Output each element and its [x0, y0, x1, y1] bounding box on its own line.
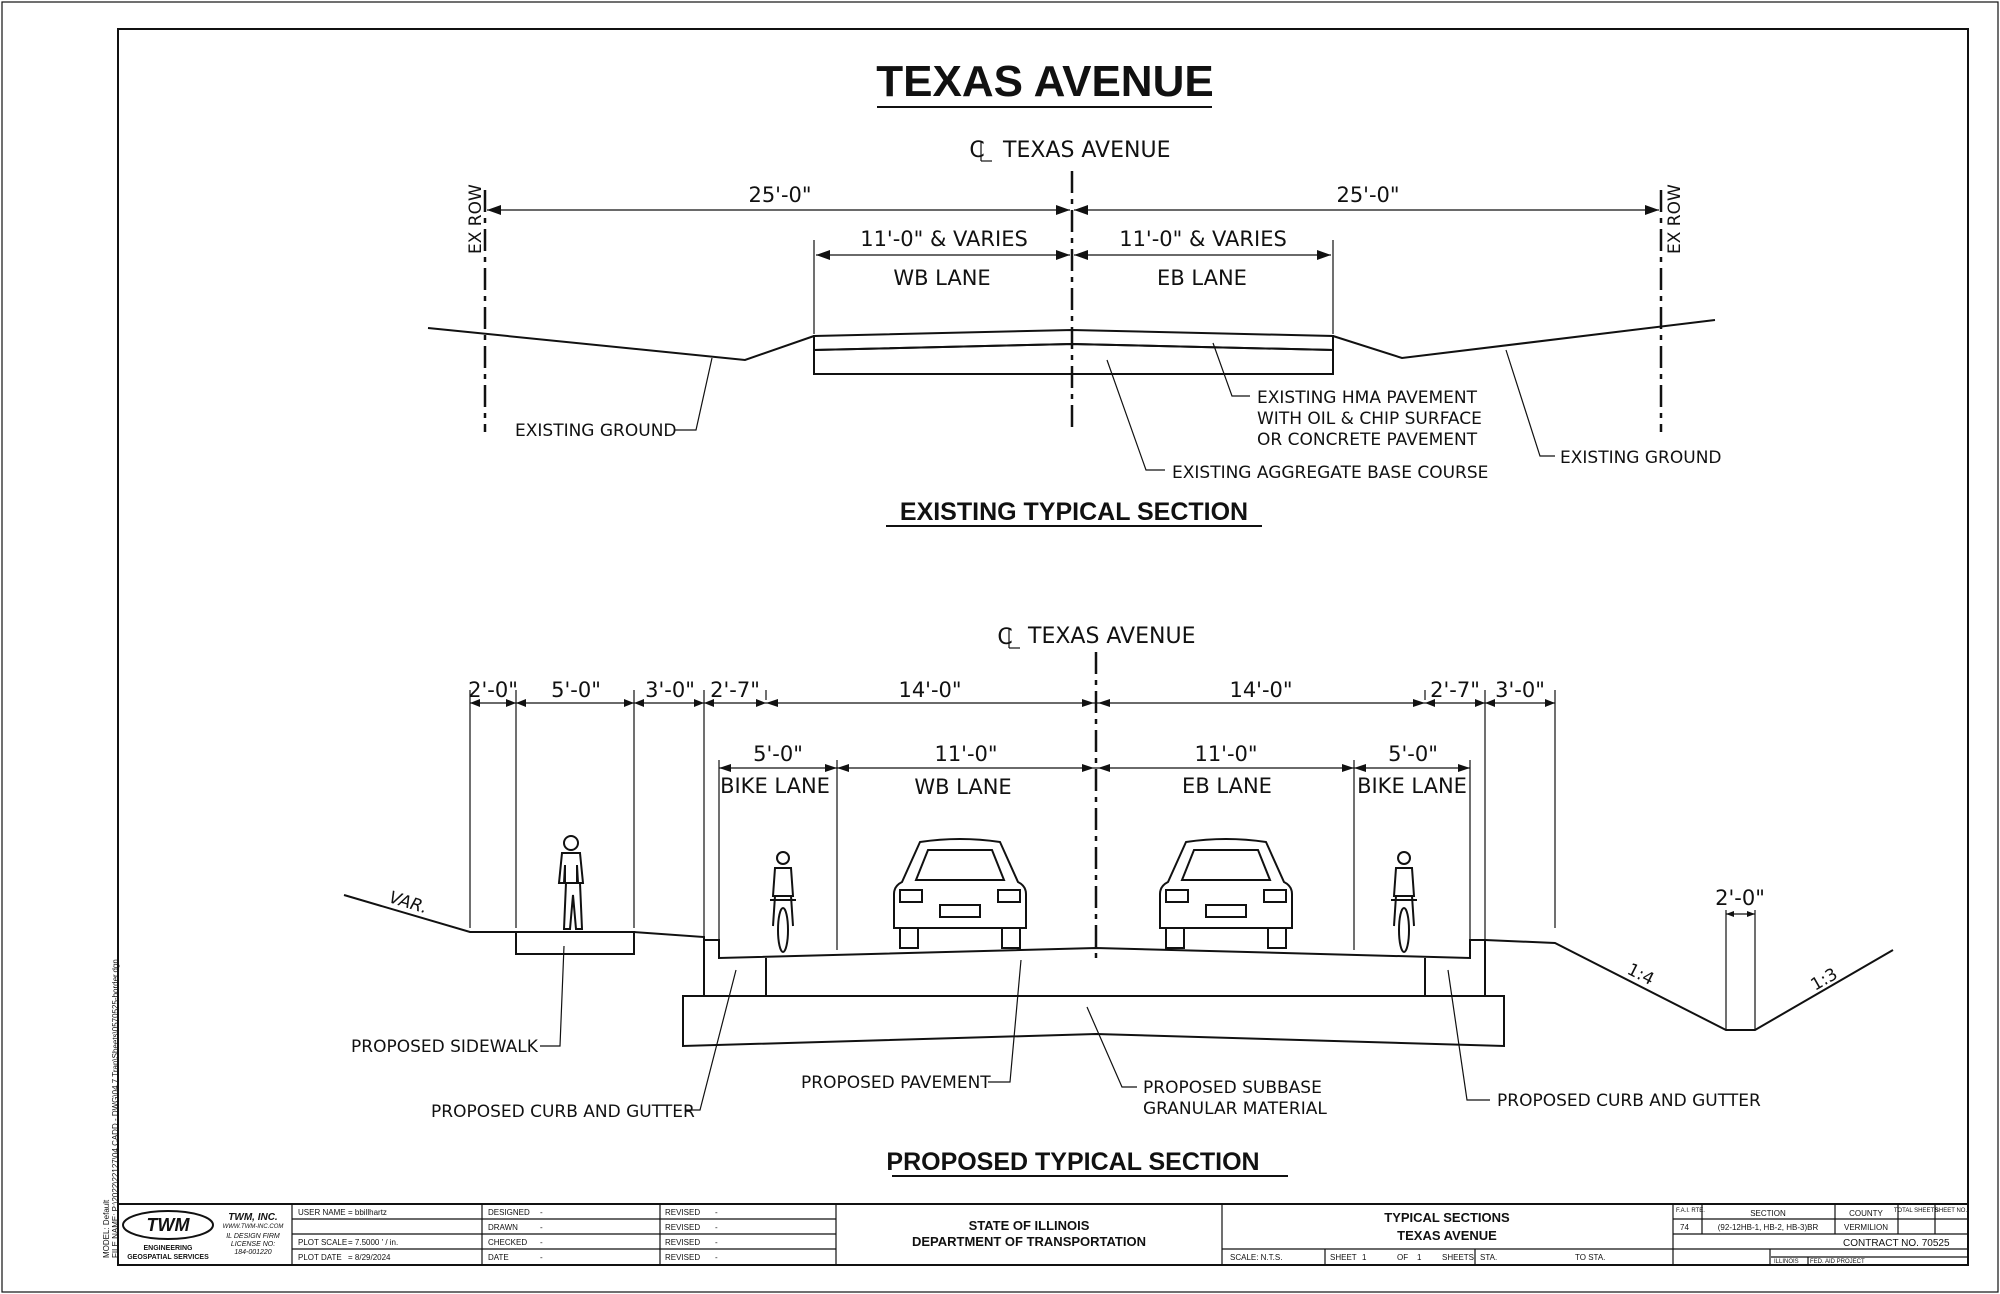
lane-bike-left: BIKE LANE: [720, 774, 830, 798]
checked-value: -: [540, 1238, 543, 1247]
callout-existing-ground-right: EXISTING GROUND: [1560, 448, 1722, 468]
existing-wb-lane: WB LANE: [893, 266, 991, 290]
plot-date-label: PLOT DATE: [298, 1253, 342, 1262]
callout-curb-left: PROPOSED CURB AND GUTTER: [431, 1102, 695, 1122]
callout-aggregate-base: EXISTING AGGREGATE BASE COURSE: [1172, 463, 1489, 483]
callout-subbase-1: PROPOSED SUBBASE: [1143, 1078, 1322, 1098]
to-sta-label: TO STA.: [1575, 1253, 1606, 1262]
agency-line-1: STATE OF ILLINOIS: [968, 1218, 1090, 1233]
car-wb: [894, 839, 1026, 948]
sheet-label: SHEET: [1330, 1253, 1357, 1262]
lane-eb: EB LANE: [1182, 774, 1272, 798]
dim-lane-1: 5'-0": [753, 742, 803, 766]
centerline-symbol-proposed: [997, 625, 1020, 650]
county-header: COUNTY: [1849, 1209, 1883, 1218]
existing-centerline-label: TEXAS AVENUE: [1003, 138, 1171, 163]
revised-label-4: REVISED: [665, 1253, 701, 1262]
existing-eb-lane: EB LANE: [1157, 266, 1247, 290]
firm-lic-1: IL DESIGN FIRM: [226, 1233, 280, 1240]
firm-web: WWW.TWM-INC.COM: [222, 1224, 284, 1230]
callout-sidewalk: PROPOSED SIDEWALK: [351, 1037, 538, 1057]
existing-aggregate-base: [814, 344, 1333, 374]
firm-name: TWM, INC.: [228, 1212, 278, 1223]
cyclist-left: [770, 852, 796, 952]
plot-scale: = 7.5000 ' / in.: [348, 1238, 399, 1247]
revised-value-1: -: [715, 1208, 718, 1217]
dim-top-5: 14'-0": [898, 678, 962, 702]
leader-pavement: [988, 960, 1021, 1082]
of-number: 1: [1417, 1253, 1422, 1262]
pedestrian-figure: [559, 836, 583, 929]
plot-date: = 8/29/2024: [348, 1253, 391, 1262]
sheet-no-header: SHEET NO.: [1934, 1208, 1968, 1214]
dim-top-3: 3'-0": [645, 678, 695, 702]
existing-pavement: [814, 330, 1333, 350]
drawn-label: DRAWN: [488, 1223, 518, 1232]
dim-lane-4: 5'-0": [1388, 742, 1438, 766]
leader-curb-right: [1448, 970, 1490, 1100]
revised-value-4: -: [715, 1253, 718, 1262]
lane-bike-right: BIKE LANE: [1357, 774, 1467, 798]
proposed-extension-lines: [470, 690, 1555, 950]
drawn-value: -: [540, 1223, 543, 1232]
proposed-section: [344, 624, 1893, 1176]
sheet-title-2: TEXAS AVENUE: [1397, 1228, 1497, 1243]
proposed-section-title: PROPOSED TYPICAL SECTION: [886, 1148, 1260, 1176]
leader-ground-left: [674, 358, 712, 430]
contract-number: CONTRACT NO. 70525: [1843, 1238, 1950, 1249]
car-eb: [1160, 839, 1292, 948]
logo-sub-2: GEOSPATIAL SERVICES: [127, 1254, 209, 1261]
row-label-right: EX ROW: [1665, 184, 1685, 254]
firm-lic-2: LICENSE NO:: [230, 1241, 276, 1248]
logo-sub-1: ENGINEERING: [143, 1245, 193, 1252]
dim-top-6: 14'-0": [1229, 678, 1293, 702]
section-value: (92-12HB-1, HB-2, HB-3)BR: [1717, 1223, 1819, 1232]
proposed-road-profile: [634, 932, 1893, 1030]
dim-top-8: 3'-0": [1495, 678, 1545, 702]
fed-aid-label: FED. AID PROJECT: [1810, 1259, 1865, 1265]
revised-label-2: REVISED: [665, 1223, 701, 1232]
sta-label: STA.: [1480, 1253, 1498, 1262]
total-sheets-header: TOTAL SHEETS: [1893, 1208, 1939, 1214]
agency-line-2: DEPARTMENT OF TRANSPORTATION: [912, 1234, 1146, 1249]
checked-label: CHECKED: [488, 1238, 528, 1247]
slope-1-4: 1:4: [1623, 959, 1658, 990]
existing-section: [428, 138, 1722, 526]
plot-scale-label: PLOT SCALE: [298, 1238, 348, 1247]
revised-label-1: REVISED: [665, 1208, 701, 1217]
dim-top-1: 2'-0": [468, 678, 518, 702]
existing-section-title: EXISTING TYPICAL SECTION: [899, 498, 1249, 526]
county-value: VERMILION: [1843, 1223, 1889, 1232]
centerline-symbol: [969, 138, 992, 163]
svg-text:C: C: [997, 625, 1013, 650]
callout-hma-1: EXISTING HMA PAVEMENT: [1257, 388, 1477, 408]
sheet-number: 1: [1362, 1253, 1367, 1262]
leader-curb-left: [685, 970, 736, 1110]
lane-wb: WB LANE: [914, 775, 1012, 799]
callout-hma-3: OR CONCRETE PAVEMENT: [1257, 430, 1478, 450]
date-label: DATE: [488, 1253, 509, 1262]
page-title: TEXAS AVENUE: [876, 57, 1214, 106]
callout-subbase-2: GRANULAR MATERIAL: [1143, 1099, 1327, 1119]
revised-value-2: -: [715, 1223, 718, 1232]
sheets-label: SHEETS: [1442, 1253, 1475, 1262]
sheet-title-1: TYPICAL SECTIONS: [1384, 1210, 1510, 1225]
callout-hma-2: WITH OIL & CHIP SURFACE: [1257, 409, 1482, 429]
dim-11-right: 11'-0" & VARIES: [1119, 227, 1287, 251]
fai-rte-label: F.A.I. RTE.: [1676, 1208, 1705, 1214]
user-name-label: USER NAME: [298, 1208, 346, 1217]
leader-base: [1107, 360, 1165, 470]
existing-ground-right: [1333, 320, 1715, 358]
var-label: VAR.: [386, 887, 430, 919]
dim-11-left: 11'-0" & VARIES: [860, 227, 1028, 251]
section-header: SECTION: [1750, 1209, 1786, 1218]
illinois-label: ILLINOIS: [1774, 1259, 1799, 1265]
callout-curb-right: PROPOSED CURB AND GUTTER: [1497, 1091, 1761, 1111]
revised-label-3: REVISED: [665, 1238, 701, 1247]
side-file-text: FILE NAME: P:\2022\22127\04 CADD - DWG\04.7 Tran\Sheets\0570525-border.dgn: [111, 959, 120, 1258]
of-label: OF: [1397, 1253, 1409, 1262]
revised-value-3: -: [715, 1238, 718, 1247]
proposed-centerline-label: TEXAS AVENUE: [1028, 624, 1196, 649]
proposed-ground-left: [344, 895, 516, 932]
designed-label: DESIGNED: [488, 1208, 530, 1217]
fai-rte-value: 74: [1680, 1223, 1689, 1232]
dim-top-2: 5'-0": [551, 678, 601, 702]
proposed-sidewalk: [516, 932, 634, 954]
slope-1-3: 1:3: [1807, 964, 1842, 996]
callout-pavement: PROPOSED PAVEMENT: [801, 1073, 991, 1093]
dim-lane-3: 11'-0": [1194, 742, 1258, 766]
side-model-text: MODEL: Default: [102, 1199, 111, 1258]
dim-lane-2: 11'-0": [934, 742, 998, 766]
ditch-dim: 2'-0": [1715, 886, 1765, 910]
callout-existing-ground-left: EXISTING GROUND: [515, 421, 677, 441]
cyclist-right: [1391, 852, 1417, 952]
scale-text: SCALE: N.T.S.: [1230, 1253, 1283, 1262]
date-value: -: [540, 1253, 543, 1262]
leader-sidewalk: [540, 946, 564, 1046]
user-name: = bbillhartz: [348, 1208, 387, 1217]
dim-top-4: 2'-7": [710, 678, 760, 702]
twm-logo-text: TWM: [146, 1215, 190, 1235]
leader-hma: [1213, 343, 1250, 396]
leader-ground-right: [1506, 350, 1555, 456]
title-block: [118, 1204, 1968, 1265]
designed-value: -: [540, 1208, 543, 1217]
dim-25-left: 25'-0": [748, 183, 812, 207]
dim-top-7: 2'-7": [1430, 678, 1480, 702]
firm-lic-3: 184-001220: [234, 1249, 272, 1256]
svg-text:C: C: [969, 138, 985, 163]
leader-subbase: [1087, 1007, 1137, 1087]
dim-25-right: 25'-0": [1336, 183, 1400, 207]
row-label-left: EX ROW: [466, 184, 486, 254]
